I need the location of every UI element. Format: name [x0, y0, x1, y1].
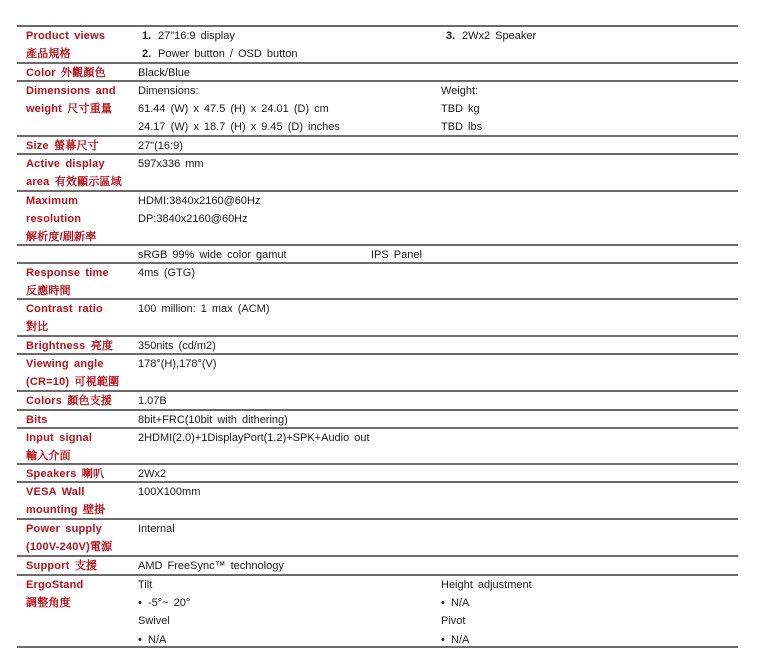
label-line: mounting 壁掛	[26, 504, 106, 517]
row-value	[138, 355, 217, 373]
label-line: Active display	[26, 158, 105, 170]
label-line: VESA Wall	[26, 486, 85, 498]
row-label	[26, 576, 83, 612]
spec-row-power-supply	[17, 518, 738, 555]
row-label	[26, 27, 105, 63]
value-line: 100X100mm	[138, 486, 201, 498]
spec-row-size	[17, 135, 738, 153]
value-line: 100 million: 1 max (ACM)	[138, 303, 270, 315]
value-line: Weight:	[441, 85, 479, 97]
row-value	[138, 557, 284, 575]
spec-row-dimensions	[17, 80, 738, 135]
bullet-icon: •	[138, 597, 142, 610]
row-value	[138, 155, 204, 173]
row-label	[26, 155, 122, 191]
item-text: 27"16:9 display	[158, 30, 235, 42]
value-line: TBD kg	[441, 103, 480, 116]
value-line: HDMI:3840x2160@60Hz	[138, 195, 261, 207]
spec-row-colors	[17, 390, 738, 409]
value-line: Swivel	[138, 615, 170, 628]
label-line: Bits	[26, 414, 48, 426]
value-line: TBD lbs	[441, 121, 483, 134]
label-line: 輸入介面	[26, 450, 71, 463]
row-value	[138, 576, 190, 649]
item-text: N/A	[148, 633, 167, 646]
label-line: 反應時間	[26, 285, 71, 298]
value-line: Internal	[138, 523, 175, 535]
spec-row-support	[17, 555, 738, 574]
item-number: 1.	[142, 30, 152, 42]
spec-row-viewing-angle	[17, 353, 738, 390]
value-line: Dimensions:	[138, 85, 199, 97]
label-line: Contrast ratio	[26, 303, 103, 315]
item-text: N/A	[451, 633, 470, 646]
spec-row-active-area	[17, 153, 738, 190]
value-line: 2Wx2	[138, 468, 167, 480]
label-line: Brightness 亮度	[26, 340, 114, 352]
row-value-right	[446, 27, 536, 45]
value-line	[142, 45, 297, 63]
value-line: Pivot	[441, 615, 466, 628]
row-label	[26, 300, 103, 336]
bullet-icon: •	[138, 633, 142, 646]
value-line: Black/Blue	[138, 67, 190, 79]
spec-row-speakers	[17, 463, 738, 481]
label-line: Input signal	[26, 432, 93, 444]
label-line: 對比	[26, 321, 49, 334]
value-line: Height adjustment	[441, 579, 532, 591]
label-line: Speakers 喇叭	[26, 468, 105, 480]
row-value	[142, 27, 297, 63]
value-line: 350nits (cd/m2)	[138, 340, 216, 352]
row-label	[26, 82, 116, 118]
label-line: Color 外觀顏色	[26, 67, 106, 79]
row-label	[26, 520, 112, 556]
spec-row-brightness	[17, 335, 738, 353]
label-line: Viewing angle	[26, 358, 104, 370]
value-line: 597x336 mm	[138, 158, 204, 170]
item-text: 2Wx2 Speaker	[462, 30, 537, 42]
row-value	[138, 520, 175, 538]
label-line: weight 尺寸重量	[26, 103, 113, 116]
spec-row-vesa	[17, 481, 738, 518]
value-line: 27"(16:9)	[138, 140, 183, 152]
label-line: 產品規格	[26, 48, 71, 61]
value-line: sRGB 99% wide color gamut	[138, 249, 287, 261]
item-text: N/A	[451, 597, 470, 610]
label-line: Product views	[26, 30, 106, 42]
row-value	[138, 392, 167, 410]
label-line: area 有效顯示區域	[26, 176, 122, 189]
value-line: 24.17 (W) x 18.7 (H) x 9.45 (D) inches	[138, 121, 340, 134]
value-line: 61.44 (W) x 47.5 (H) x 24.01 (D) cm	[138, 103, 329, 116]
row-value	[138, 82, 340, 137]
value-line: Tilt	[138, 579, 153, 591]
label-line: 解析度/刷新率	[26, 231, 97, 244]
value-line	[138, 594, 190, 612]
label-line: (100V-240V)電源	[26, 541, 113, 554]
value-line: 178°(H),178°(V)	[138, 358, 217, 370]
row-label	[26, 264, 109, 300]
bullet-icon: •	[441, 597, 445, 610]
label-line: Maximum	[26, 195, 79, 207]
item-number: 3.	[446, 30, 456, 42]
row-value	[138, 192, 260, 228]
row-value	[138, 483, 200, 501]
label-line: Support 支援	[26, 560, 98, 572]
label-line: Power supply	[26, 523, 102, 535]
item-text: -5°~ 20°	[148, 597, 191, 610]
label-line: Response time	[26, 267, 109, 279]
spec-table	[17, 25, 738, 648]
bullet-icon: •	[441, 633, 445, 646]
label-line: 調整角度	[26, 597, 71, 610]
label-line: (CR=10) 可視範圍	[26, 376, 120, 389]
row-value-right	[441, 82, 482, 137]
row-label	[26, 557, 97, 575]
value-line: AMD FreeSync™ technology	[138, 560, 284, 572]
row-label	[26, 192, 96, 247]
item-text: Power button / OSD button	[158, 48, 298, 61]
value-line	[441, 594, 532, 612]
value-line	[142, 27, 297, 45]
row-value	[138, 300, 269, 318]
label-line: Colors 顏色支援	[26, 395, 113, 407]
value-line: 4ms (GTG)	[138, 267, 195, 279]
value-line: 2HDMI(2.0)+1DisplayPort(1.2)+SPK+Audio out	[138, 432, 370, 444]
value-line	[138, 631, 190, 649]
row-value	[138, 429, 370, 447]
row-value	[138, 264, 195, 282]
label-line: Dimensions and	[26, 85, 116, 97]
row-value-right	[441, 576, 532, 649]
value-line: 1.07B	[138, 395, 167, 407]
row-label	[26, 392, 112, 410]
row-label	[26, 483, 105, 519]
spec-row-max-resolution	[17, 190, 738, 244]
value-line: DP:3840x2160@60Hz	[138, 213, 248, 226]
row-label	[26, 429, 92, 465]
value-line: 8bit+FRC(10bit with dithering)	[138, 414, 288, 426]
label-line: resolution	[26, 213, 82, 226]
spec-row-bits	[17, 409, 738, 427]
row-label	[26, 355, 119, 391]
label-line: Size 螢幕尺寸	[26, 140, 99, 152]
spec-row-color	[17, 62, 738, 80]
spec-row-contrast	[17, 298, 738, 335]
label-line: ErgoStand	[26, 579, 84, 591]
spec-row-product-views	[17, 25, 738, 62]
value-line: IPS Panel	[371, 249, 422, 261]
spec-row-input-signal	[17, 427, 738, 463]
value-line	[441, 631, 532, 649]
spec-row-ergostand	[17, 574, 738, 648]
value-line	[446, 27, 536, 45]
item-number: 2.	[142, 48, 152, 61]
spec-row-panel	[17, 244, 738, 262]
spec-row-response-time	[17, 262, 738, 298]
